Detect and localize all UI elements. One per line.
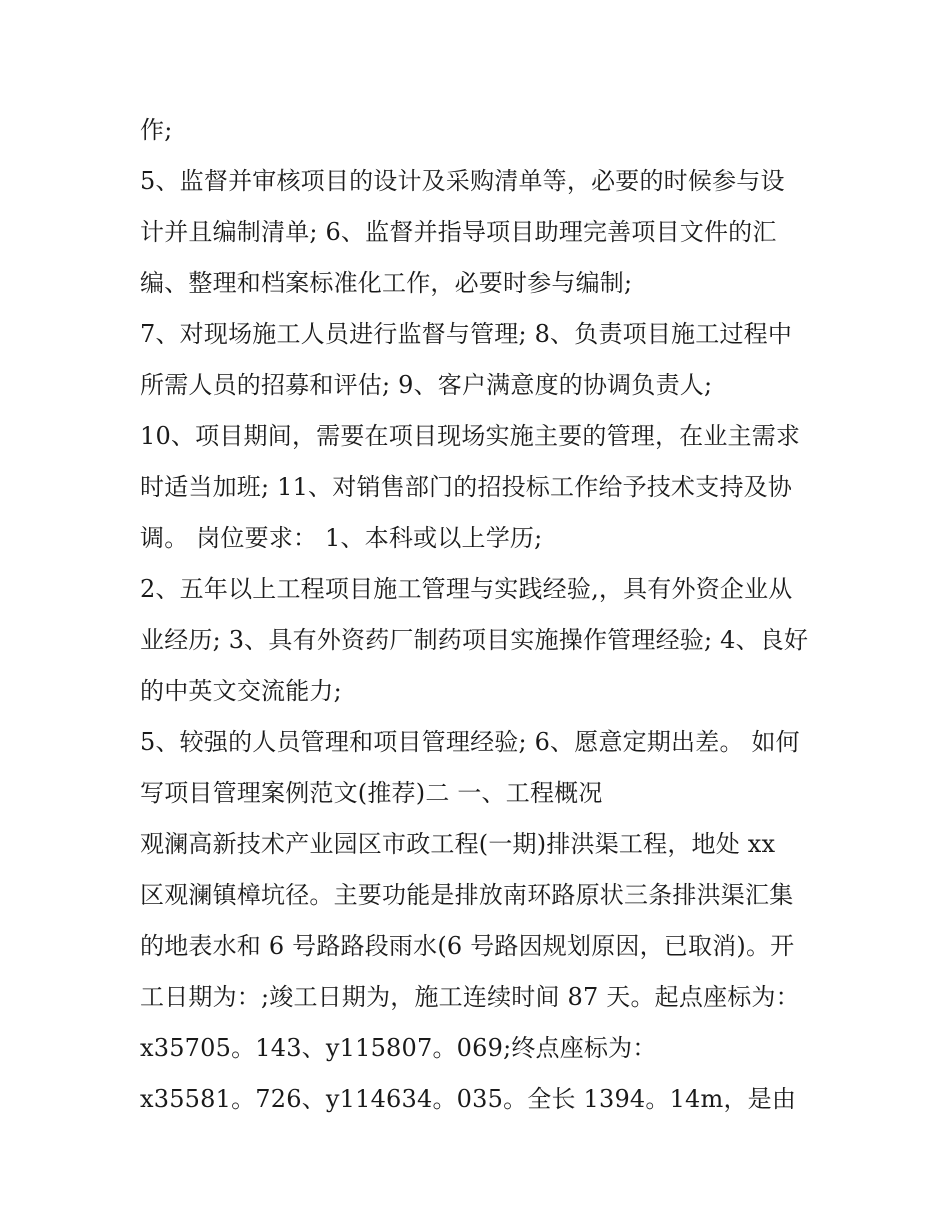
text-line: 5、较强的人员管理和项目管理经验; 6、愿意定期出差。 如何 bbox=[140, 728, 800, 756]
text-line: 7、对现场施工人员进行监督与管理; 8、负责项目施工过程中 bbox=[140, 320, 793, 348]
text-line: 作; bbox=[140, 116, 173, 144]
text-line: 5、监督并审核项目的设计及采购清单等，必要的时候参与设 bbox=[140, 167, 785, 195]
document-body bbox=[140, 105, 830, 1125]
text-line: 工日期为：;竣工日期为，施工连续时间 87 天。起点座标为： bbox=[140, 983, 800, 1011]
text-line: 业经历; 3、具有外资药厂制药项目实施操作管理经验; 4、良好 bbox=[140, 626, 809, 654]
text-line: x35581。726、y114634。035。全长 1394。14m，是由 bbox=[140, 1085, 797, 1113]
text-line: 的中英文交流能力; bbox=[140, 677, 342, 705]
text-line: 的地表水和 6 号路路段雨水(6 号路因规划原因，已取消)。开 bbox=[140, 932, 795, 960]
text-line: 所需人员的招募和评估; 9、客户满意度的协调负责人; bbox=[140, 371, 713, 399]
text-line: 观澜高新技术产业园区市政工程(一期)排洪渠工程，地处 xx bbox=[140, 830, 776, 858]
text-line: 编、整理和档案标准化工作，必要时参与编制; bbox=[140, 269, 633, 297]
text-line: 10、项目期间，需要在项目现场实施主要的管理，在业主需求 bbox=[140, 422, 801, 450]
text-line: 调。 岗位要求： 1、本科或以上学历; bbox=[140, 524, 543, 552]
text-line: 时适当加班; 11、对销售部门的招投标工作给予技术支持及协 bbox=[140, 473, 793, 501]
text-line: 计并且编制清单; 6、监督并指导项目助理完善项目文件的汇 bbox=[140, 218, 777, 246]
text-line: 区观澜镇樟坑径。主要功能是排放南环路原状三条排洪渠汇集 bbox=[140, 881, 794, 909]
text-line: 写项目管理案例范文(推荐)二 一、工程概况 bbox=[140, 779, 603, 807]
text-line: x35705。143、y115807。069;终点座标为： bbox=[140, 1034, 657, 1062]
text-line: 2、五年以上工程项目施工管理与实践经验,，具有外资企业从 bbox=[140, 575, 793, 603]
